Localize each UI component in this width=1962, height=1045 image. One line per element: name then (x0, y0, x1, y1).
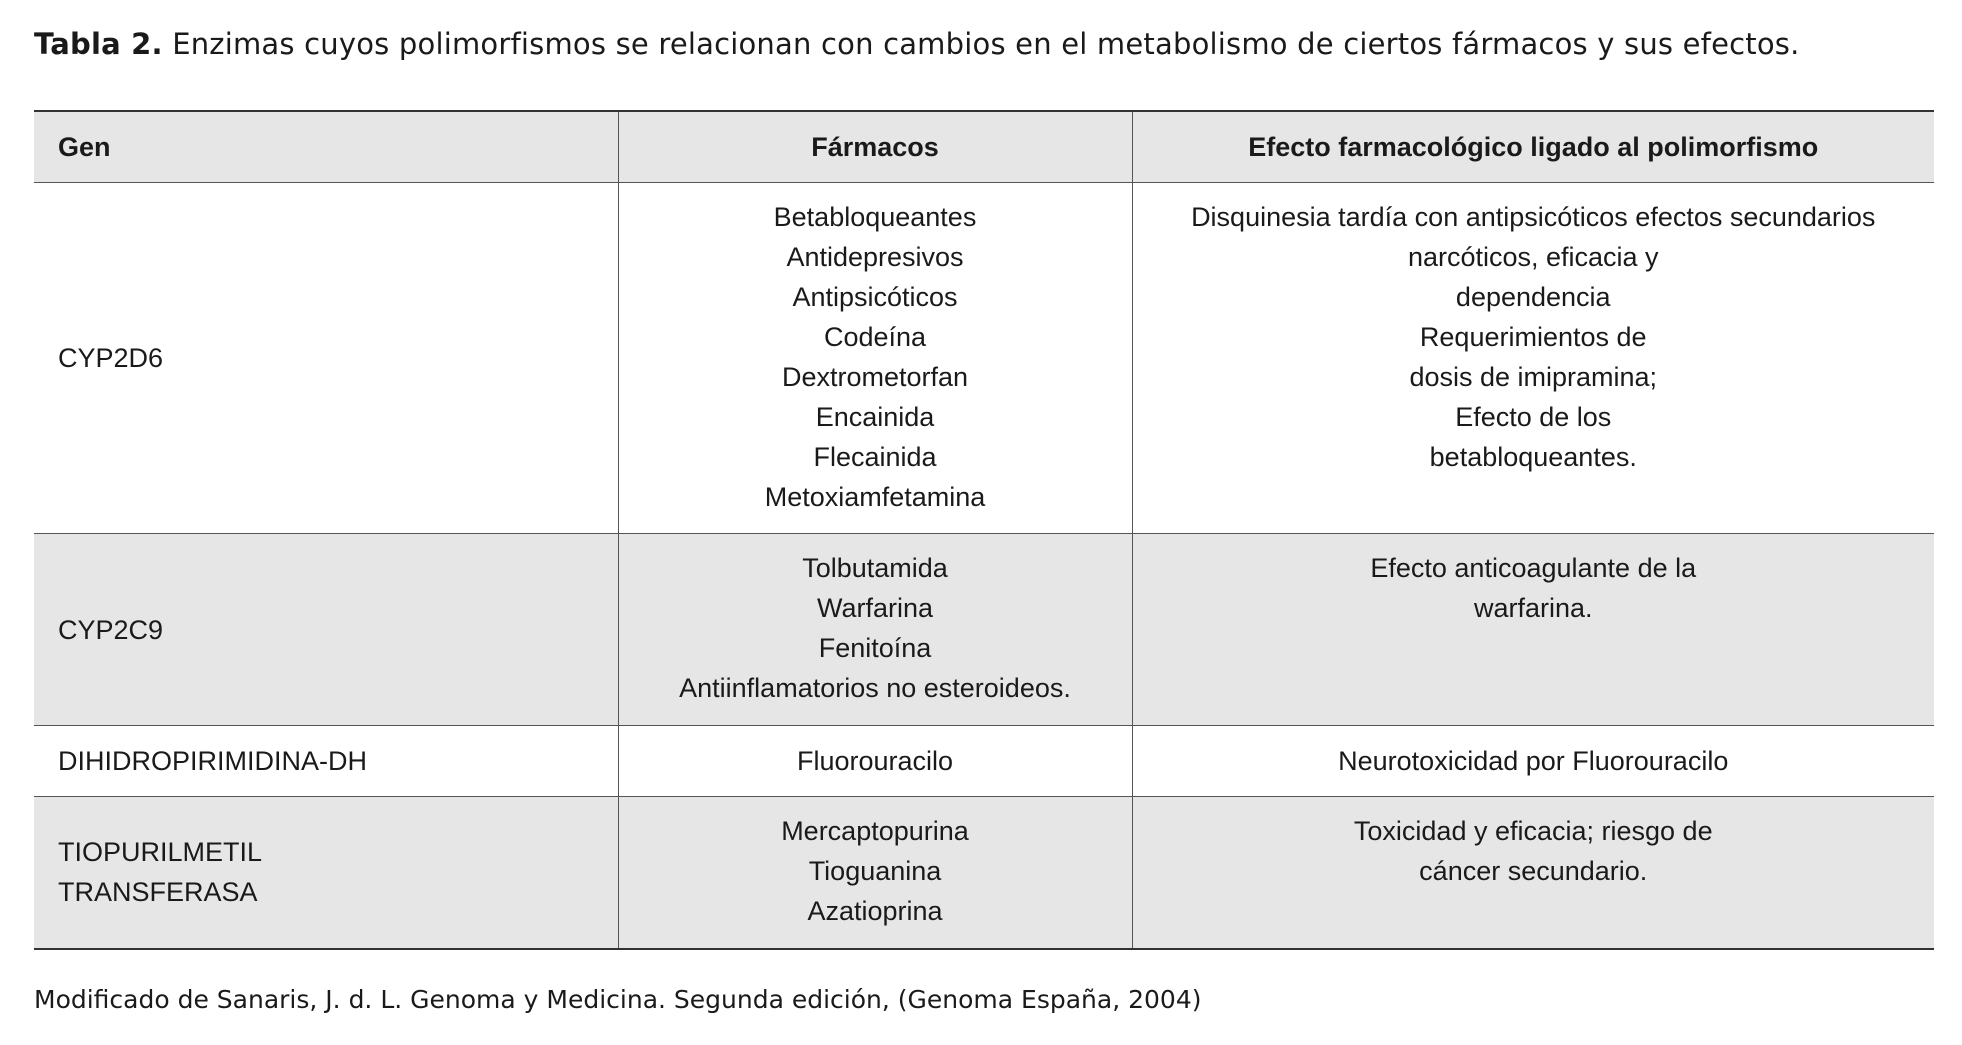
farmaco-line: Dextrometorfan (781, 362, 969, 392)
cell-farmacos (618, 183, 1132, 534)
farmaco-line: Antipsicóticos (792, 282, 958, 312)
caption-label: Tabla 2. (34, 27, 163, 61)
table-row (34, 726, 1934, 797)
cell-farmacos (618, 726, 1132, 797)
farmaco-line: Antidepresivos (786, 242, 964, 272)
efecto-line: Requerimientos de (1419, 322, 1647, 352)
efecto-line: warfarina. (1473, 593, 1593, 623)
gen-line: DIHIDROPIRIMIDINA-DH (58, 746, 367, 776)
cell-gen (34, 797, 618, 949)
table-row (34, 183, 1934, 534)
efecto-line: Efecto anticoagulante de la (1370, 553, 1697, 583)
efecto-line: dependencia (1455, 282, 1611, 312)
farmaco-line: Flecainida (813, 442, 937, 472)
farmaco-line: Tioguanina (808, 856, 942, 886)
farmaco-line: Antiinflamatorios no esteroideos. (679, 673, 1071, 703)
efecto-line: betabloqueantes. (1429, 442, 1637, 472)
gen-line: TRANSFERASA (58, 877, 258, 908)
enzyme-polymorphism-table (34, 110, 1934, 950)
efecto-line: dosis de imipramina; (1409, 362, 1658, 392)
header-gen: Gen (34, 111, 618, 183)
efecto-line: Neurotoxicidad por Fluorouracilo (1338, 746, 1729, 776)
table-row (34, 534, 1934, 726)
farmaco-line: Encainida (815, 402, 935, 432)
header-farmacos: Fármacos (618, 111, 1132, 183)
efecto-line: cáncer secundario. (1419, 856, 1648, 886)
efecto-line: Disquinesia tardía con antipsicóticos efectos secundarios (1191, 202, 1876, 232)
gen-line: CYP2D6 (58, 343, 164, 373)
cell-gen (34, 534, 618, 726)
table-caption (34, 22, 1800, 66)
gen-line: CYP2C9 (58, 614, 164, 645)
cell-efecto (1132, 534, 1934, 726)
farmaco-line: Fluorouracilo (796, 746, 954, 776)
caption-text: Enzimas cuyos polimorfismos se relacionan con cambios en el metabolismo de ciertos fármacos y sus efectos. (172, 27, 1800, 61)
farmaco-line: Warfarina (816, 593, 934, 623)
farmaco-line: Tolbutamida (802, 553, 948, 583)
efecto-line: narcóticos, eficacia y (1407, 242, 1659, 272)
cell-farmacos (618, 797, 1132, 949)
source-footnote: Modificado de Sanaris, J. d. L. Genoma y Medicina. Segunda edición, (Genoma España, 2004) (34, 985, 1202, 1014)
farmaco-line: Codeína (823, 322, 927, 352)
cell-efecto (1132, 797, 1934, 949)
header-row (34, 111, 1934, 183)
cell-efecto (1132, 183, 1934, 534)
gen-line: TIOPURILMETIL (58, 837, 263, 868)
farmaco-line: Mercaptopurina (781, 816, 969, 846)
cell-farmacos (618, 534, 1132, 726)
farmaco-line: Fenitoína (818, 633, 932, 663)
efecto-line: Efecto de los (1455, 402, 1612, 432)
table-row (34, 797, 1934, 949)
efecto-line: Toxicidad y eficacia; riesgo de (1353, 816, 1713, 846)
cell-gen (34, 726, 618, 797)
farmaco-line: Azatioprina (807, 896, 943, 926)
header-efecto: Efecto farmacológico ligado al polimorfismo (1132, 111, 1934, 183)
cell-gen (34, 183, 618, 534)
farmaco-line: Metoxiamfetamina (764, 482, 986, 512)
farmaco-line: Betabloqueantes (773, 202, 977, 232)
cell-efecto (1132, 726, 1934, 797)
